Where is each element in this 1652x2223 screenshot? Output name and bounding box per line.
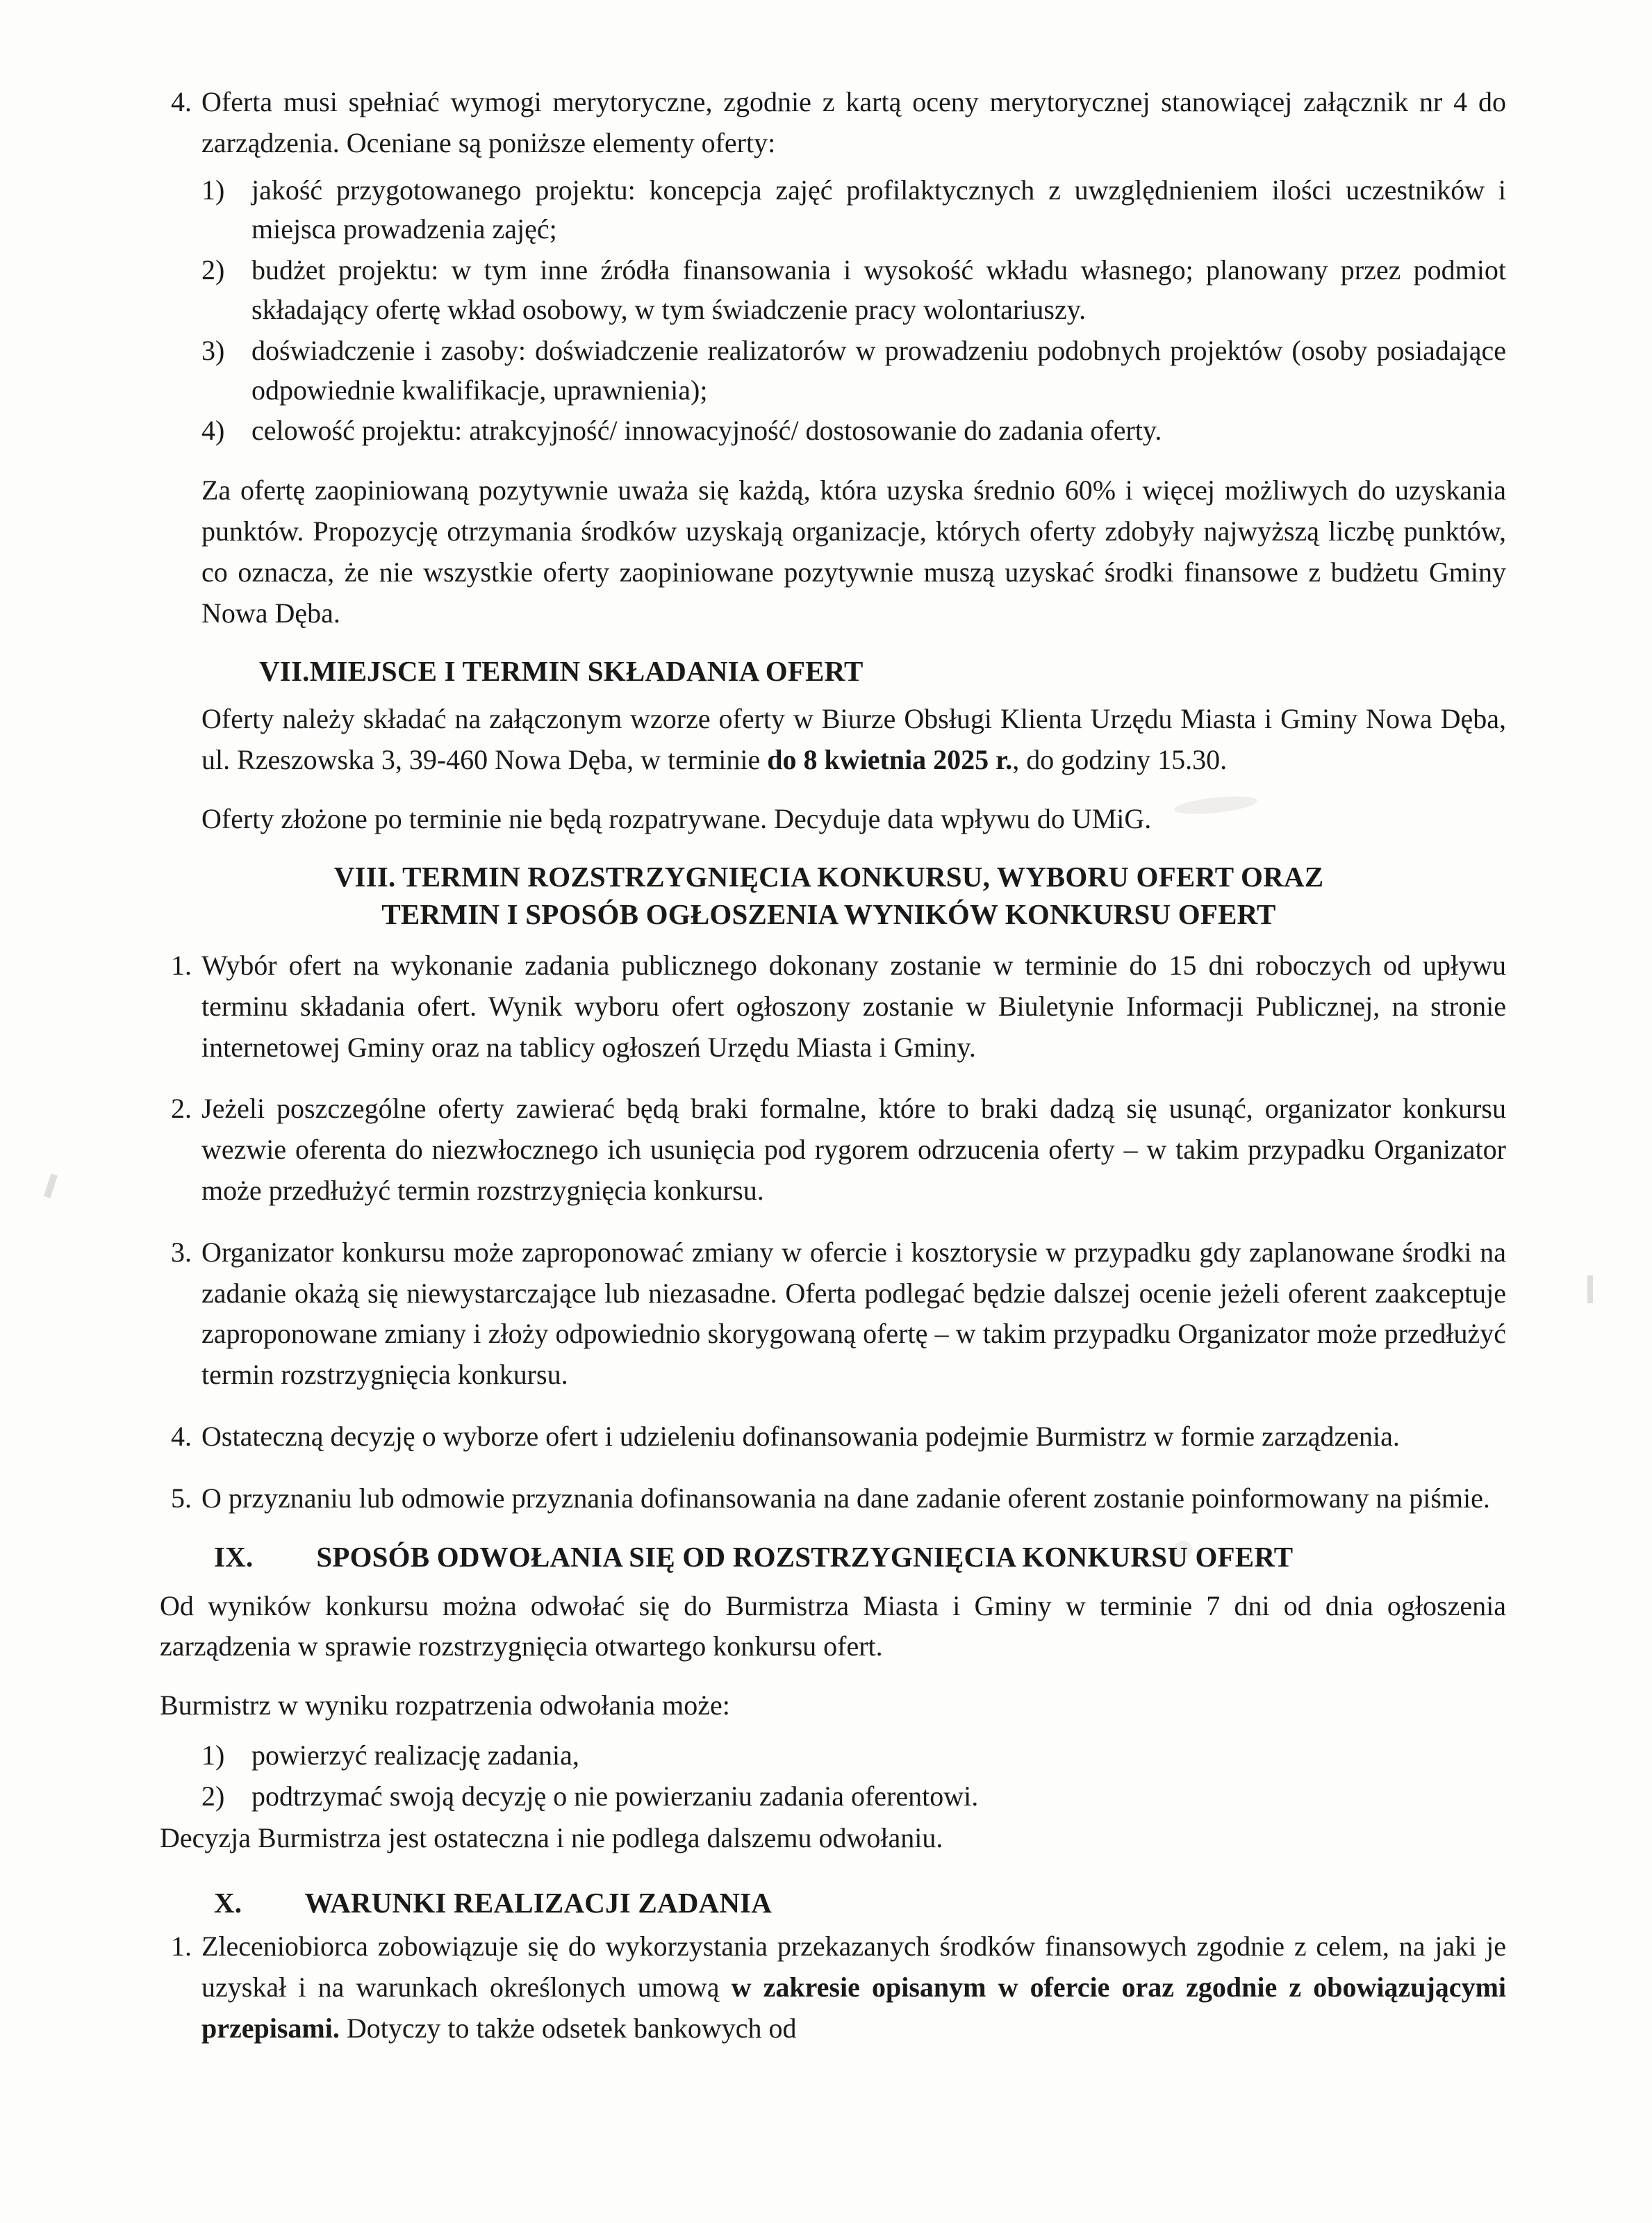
- section-viii-item-4-text: Ostateczną decyzję o wyborze ofert i udzieleniu dofinansowania podejmie Burmistrz w formie zarządzenia.: [201, 1420, 1400, 1452]
- heading-section-x-title: WARUNKI REALIZACJI ZADANIA: [304, 1887, 773, 1919]
- heading-section-ix: [151, 1540, 1506, 1573]
- section-x-item-1-after: Dotyczy to także odsetek bankowych od: [339, 2012, 797, 2044]
- paragraph-ix-3: Decyzja Burmistrza jest ostateczna i nie podlega dalszemu odwołaniu.: [160, 1821, 943, 1853]
- criteria-item-2-text: budżet projektu: w tym inne źródła finansowania i wysokość wkładu własnego; planowany przez podmiot składający ofertę wkład osobowy, w tym świadczenie pracy wolontariuszy.: [251, 254, 1506, 325]
- criteria-item-4-number: 4): [201, 415, 225, 447]
- heading-section-viii-line2: TERMIN I SPOSÓB OGŁOSZENIA WYNIKÓW KONKURSU OFERT: [381, 898, 1276, 930]
- section-x-item-1-text: [201, 1931, 1506, 2044]
- page-edge-mark-left: [44, 1173, 58, 1198]
- section-x-item-1-number: 1.: [171, 1931, 192, 1962]
- section-viii-item-1-number: 1.: [171, 949, 192, 981]
- heading-section-x: [151, 1886, 1506, 1919]
- paragraph-ocena: Za ofertę zaopiniowaną pozytywnie uważa się każdą, która uzyska średnio 60% i więcej możliwych do uzyskania punktów. Propozycję otrzymania środków uzyskają organizacje, których oferty zdobyły najwyższą liczbę punktów, co oznacza, że nie wszystkie oferty zaopiniowane pozytywnie muszą uzyskać środki finansowe z budżetu Gminy Nowa Dęba.: [201, 474, 1506, 629]
- criteria-item-2: [201, 251, 1506, 330]
- criteria-list: [201, 171, 1506, 452]
- appeal-option-2: [201, 1777, 1506, 1817]
- heading-section-viii-line1: VIII. TERMIN ROZSTRZYGNIĘCIA KONKURSU, WYBORU OFERT ORAZ: [333, 860, 1324, 893]
- paragraph-vii-1-after: , do godziny 15.30.: [1012, 744, 1228, 776]
- section-viii-list: [151, 945, 1506, 1519]
- heading-section-viii: [151, 858, 1506, 933]
- section-viii-item-1: [151, 945, 1506, 1068]
- section-x-item-1-bold: w zakresie opisanym w ofercie oraz zgodnie z obowiązującymi przepisami.: [201, 1972, 1506, 2044]
- list-item-4-number: 4.: [171, 86, 192, 117]
- section-viii-item-4: [151, 1416, 1506, 1457]
- criteria-item-4-text: celowość projektu: atrakcyjność/ innowacyjność/ dostosowanie do zadania oferty.: [251, 415, 1162, 447]
- section-viii-item-4-number: 4.: [171, 1420, 192, 1452]
- section-viii-item-5-number: 5.: [171, 1482, 192, 1514]
- heading-section-x-roman: X.: [214, 1887, 242, 1919]
- appeal-option-2-text: podtrzymać swoją decyzję o nie powierzaniu zadania oferentowi.: [251, 1780, 979, 1812]
- paragraph-vii-2: Oferty złożone po terminie nie będą rozpatrywane. Decyduje data wpływu do UMiG.: [201, 802, 1152, 834]
- appeal-options-list: [201, 1736, 1506, 1817]
- list-item-4: [151, 82, 1506, 164]
- heading-section-ix-roman: IX.: [214, 1540, 254, 1573]
- heading-section-ix-title: SPOSÓB ODWOŁANIA SIĘ OD ROZSTRZYGNIĘCIA KONKURSU OFERT: [316, 1540, 1294, 1573]
- paragraph-vii-1-deadline: do 8 kwietnia 2025 r.: [767, 744, 1013, 776]
- section-viii-item-1-text: Wybór ofert na wykonanie zadania publicznego dokonany zostanie w terminie do 15 dni roboczych od upływu terminu składania ofert. Wynik wyboru ofert ogłoszony zostanie w Biuletynie Informacji Publicznej, na stronie internetowej Gminy oraz na tablicy ogłoszeń Urzędu Miasta i Gminy.: [201, 949, 1506, 1063]
- criteria-item-4: [201, 411, 1506, 451]
- section-viii-item-3-number: 3.: [171, 1236, 192, 1268]
- criteria-item-2-number: 2): [201, 254, 225, 286]
- paragraph-ix-2: Burmistrz w wyniku rozpatrzenia odwołania może:: [160, 1689, 730, 1721]
- heading-section-vii: VII.MIEJSCE I TERMIN SKŁADANIA OFERT: [259, 655, 864, 688]
- paragraph-vii-1-before: Oferty należy składać na załączonym wzorze oferty w Biurze Obsługi Klienta Urzędu Miasta i Gminy Nowa Dęba, ul. Rzeszowska 3, 39-460 Nowa Dęba, w terminie: [201, 703, 1506, 776]
- criteria-item-1: [201, 171, 1506, 250]
- document-body: [151, 82, 1506, 2056]
- appeal-option-1: [201, 1736, 1506, 1776]
- page-edge-mark-right: [1587, 1275, 1593, 1303]
- section-viii-item-2: [151, 1089, 1506, 1211]
- paragraph-vii-1: [201, 699, 1506, 781]
- section-viii-item-5: [151, 1478, 1506, 1519]
- paragraph-ix-1: Od wyników konkursu można odwołać się do Burmistrza Miasta i Gminy w terminie 7 dni od dnia ogłoszenia zarządzenia w sprawie rozstrzygnięcia otwartego konkursu ofert.: [160, 1589, 1506, 1662]
- criteria-item-3: [201, 331, 1506, 411]
- section-x-item-1: [151, 1926, 1506, 2049]
- section-x-item-1-before: Zleceniobiorca zobowiązuje się do wykorzystania przekazanych środków finansowych zgodnie z celem, na jaki je uzyskał i na warunkach określonych umową: [201, 1931, 1506, 2003]
- section-viii-item-5-text: O przyznaniu lub odmowie przyznania dofinansowania na dane zadanie oferent zostanie poinformowany na piśmie.: [201, 1482, 1490, 1514]
- appeal-option-2-number: 2): [201, 1780, 225, 1812]
- appeal-option-1-number: 1): [201, 1739, 225, 1771]
- list-item-4-text: Oferta musi spełniać wymogi merytoryczne, zgodnie z kartą oceny merytorycznej stanowiącej załącznik nr 4 do zarządzenia. Oceniane są poniższe elementy oferty:: [201, 86, 1506, 158]
- criteria-item-3-number: 3): [201, 334, 225, 366]
- section-viii-item-2-number: 2.: [171, 1093, 192, 1125]
- appeal-option-1-text: powierzyć realizację zadania,: [251, 1739, 579, 1771]
- section-viii-item-2-text: Jeżeli poszczególne oferty zawierać będą braki formalne, które to braki dadzą się usunąć, organizator konkursu wezwie oferenta do niezwłocznego ich usunięcia pod rygorem odrzucenia oferty – w takim przypadku Organizator może przedłużyć termin rozstrzygnięcia konkursu.: [201, 1093, 1506, 1206]
- section-viii-item-3-text: Organizator konkursu może zaproponować zmiany w ofercie i kosztorysie w przypadku gdy zaplanowane środki na zadanie okażą się niewystarczające lub niezasadne. Oferta podlegać będzie dalszej ocenie jeżeli oferent zaakceptuje zaproponowane zmiany i złoży odpowiednio skorygowaną ofertę – w takim przypadku Organizator może przedłużyć termin rozstrzygnięcia konkursu.: [201, 1236, 1506, 1391]
- criteria-item-1-number: 1): [201, 174, 225, 206]
- criteria-item-3-text: doświadczenie i zasoby: doświadczenie realizatorów w prowadzeniu podobnych projektów (osoby posiadające odpowiednie kwalifikacje, uprawnienia);: [251, 334, 1506, 406]
- section-viii-item-3: [151, 1232, 1506, 1396]
- criteria-item-1-text: jakość przygotowanego projektu: koncepcja zajęć profilaktycznych z uwzględnieniem ilości uczestników i miejsca prowadzenia zajęć;: [251, 174, 1506, 245]
